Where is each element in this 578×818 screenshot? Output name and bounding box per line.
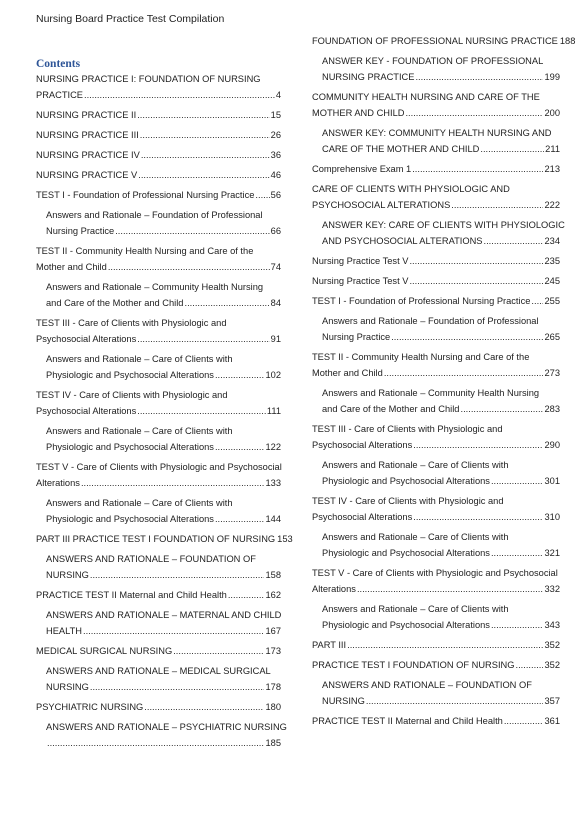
toc-page-number: 213 [544,164,560,174]
contents-heading: Contents [36,58,81,70]
toc-page-number: 273 [544,368,560,378]
toc-entry[interactable] [312,273,560,289]
toc-entry-title: PSYCHIATRIC NURSING [36,702,144,712]
toc-entry[interactable] [36,587,281,603]
toc-entry[interactable] [312,293,560,309]
toc-entry-title: TEST II - Community Health Nursing and Care of the [36,246,254,256]
dot-leader [347,637,543,653]
toc-page-number: 361 [544,716,560,726]
toc-page-number: 211 [545,144,560,154]
toc-entry-title: MOTHER AND CHILD [312,108,405,118]
dot-leader [215,367,265,383]
dot-leader [405,105,543,121]
toc-entry-title: PART III PRACTICE TEST I FOUNDATION OF NURSING [36,534,276,544]
toc-entry-title: Nursing Practice [46,226,115,236]
toc-entry[interactable] [36,495,281,527]
toc-entry-title: Answers and Rationale – Care of Clients with [322,604,509,614]
dot-leader [84,87,275,103]
toc-entry[interactable] [312,457,560,489]
toc-page-number: 158 [265,570,281,580]
toc-entry-title: Physiologic and Psychosocial Alterations [322,620,490,630]
dot-leader [412,161,543,177]
toc-page-number: 332 [544,584,560,594]
toc-entry-title: COMMUNITY HEALTH NURSING AND CARE OF THE [312,92,540,102]
toc-entry[interactable] [312,33,576,49]
toc-entry-title: NURSING [322,696,365,706]
toc-entry-title: AND PSYCHOSOCIAL ALTERATIONS [322,236,483,246]
toc-entry-title: TEST III - Care of Clients with Physiologic and [36,318,227,328]
toc-page-number: 153 [277,534,293,544]
toc-page-number: 162 [265,590,281,600]
dot-leader [409,273,543,289]
toc-entry-title: ANSWERS AND RATIONALE – FOUNDATION OF [46,554,256,564]
toc-entry-title: Alterations [36,478,80,488]
toc-entry[interactable] [36,147,281,163]
toc-page-number: 4 [275,90,281,100]
dot-leader [391,329,543,345]
toc-entry-title: NURSING PRACTICE V [36,170,138,180]
toc-page-number: 265 [544,332,560,342]
toc-entry-title: HEALTH [46,626,82,636]
dot-leader [480,141,544,157]
toc-entry[interactable] [36,719,287,751]
toc-entry-title: Answers and Rationale – Foundation of Professional [46,210,263,220]
dot-leader [531,293,543,309]
toc-entry-title: ANSWERS AND RATIONALE – MEDICAL SURGICAL [46,666,271,676]
dot-leader [90,567,265,583]
toc-entry-title: Answers and Rationale – Care of Clients with [46,498,233,508]
dot-leader [491,473,544,489]
toc-entry-title: Psychosocial Alterations [36,406,137,416]
toc-entry[interactable] [36,459,281,491]
toc-entry-title: Alterations [312,584,356,594]
toc-entry[interactable] [312,89,560,121]
toc-page-number: 343 [544,620,560,630]
toc-entry-title: Answers and Rationale – Community Health Nursing [46,282,264,292]
toc-entry[interactable] [36,643,281,659]
toc-entry[interactable] [36,207,281,239]
toc-entry-title: PRACTICE [36,90,84,100]
toc-entry[interactable] [36,279,281,311]
toc-entry-title: TEST III - Care of Clients with Physiologic and [312,424,503,434]
toc-entry[interactable] [36,127,281,143]
toc-entry-title: TEST I - Foundation of Professional Nursing Practice [36,190,255,200]
toc-page-number: 144 [265,514,281,524]
toc-entry[interactable] [312,125,560,157]
dot-leader [409,253,543,269]
dot-leader [47,735,264,751]
dot-leader [504,713,544,729]
toc-page-number: 178 [265,682,281,692]
toc-page-number: 222 [544,200,560,210]
toc-page-number: 167 [265,626,281,636]
toc-entry-title: PRACTICE TEST II Maternal and Child Health [312,716,503,726]
toc-page-number: 180 [265,702,281,712]
toc-entry-title: ANSWER KEY: CARE OF CLIENTS WITH PHYSIOLOGIC [322,220,565,230]
toc-page-number: 66 [270,226,281,236]
toc-page-number: 26 [270,130,281,140]
toc-entry[interactable] [312,713,560,729]
toc-entry-title: ANSWERS AND RATIONALE – FOUNDATION OF [322,680,532,690]
toc-page-number: 310 [544,512,560,522]
toc-entry-title: Answers and Rationale – Foundation of Professional [322,316,539,326]
toc-page-number: 133 [265,478,281,488]
dot-leader [115,223,269,239]
toc-entry-title: NURSING PRACTICE I: FOUNDATION OF NURSING [36,74,261,84]
toc-entry[interactable] [312,217,565,249]
toc-page-number: 199 [544,72,560,82]
dot-leader [137,331,269,347]
toc-entry-title: TEST V - Care of Clients with Physiologic and Psychosocial [312,568,558,578]
toc-entry-title: ANSWER KEY - FOUNDATION OF PROFESSIONAL [322,56,544,66]
toc-entry[interactable] [312,493,560,525]
toc-page-number: 111 [266,406,281,416]
toc-page-number: 200 [544,108,560,118]
toc-entry-title: PRACTICE TEST I FOUNDATION OF NURSING [312,660,515,670]
toc-entry[interactable] [36,607,281,639]
toc-entry-title: Answers and Rationale – Care of Clients with [322,532,509,542]
toc-entry-title: Answers and Rationale – Care of Clients with [46,426,233,436]
toc-page-number: 255 [544,296,560,306]
toc-page-number: 84 [270,298,281,308]
toc-entry[interactable] [312,53,560,85]
toc-entry-title: PSYCHOSOCIAL ALTERATIONS [312,200,451,210]
toc-page-number: 56 [270,190,281,200]
toc-page-number: 91 [270,334,281,344]
toc-entry-title: Comprehensive Exam 1 [312,164,412,174]
dot-leader [357,581,544,597]
toc-entry-title: NURSING [46,570,89,580]
toc-entry-title: NURSING [46,682,89,692]
toc-page-number: 188 [559,36,576,46]
toc-page-number: 102 [265,370,281,380]
toc-entry-title: Mother and Child [312,368,383,378]
toc-entry[interactable] [312,181,560,213]
toc-entry-title: Mother and Child [36,262,107,272]
toc-left-column [36,71,293,755]
toc-entry[interactable] [312,313,560,345]
toc-entry-title: PRACTICE TEST II Maternal and Child Health [36,590,227,600]
toc-entry-title: CARE OF THE MOTHER AND CHILD [322,144,480,154]
dot-leader [140,127,270,143]
toc-page-number: 173 [265,646,281,656]
toc-entry[interactable] [36,187,281,203]
dot-leader [184,295,269,311]
toc-entry-title: Nursing Practice Test V [312,256,409,266]
toc-entry[interactable] [36,107,281,123]
toc-entry-title: MEDICAL SURGICAL NURSING [36,646,173,656]
toc-page-number: 357 [544,696,560,706]
toc-page-number: 74 [270,262,281,272]
dot-leader [81,475,265,491]
toc-entry-title: Physiologic and Psychosocial Alterations [322,476,490,486]
toc-entry-title: Psychosocial Alterations [312,512,413,522]
toc-entry[interactable] [312,637,560,653]
toc-entry-title: Psychosocial Alterations [312,440,413,450]
toc-entry-title: Physiologic and Psychosocial Alterations [322,548,490,558]
toc-entry[interactable] [312,657,560,673]
toc-entry[interactable] [36,167,281,183]
toc-entry[interactable] [312,349,560,381]
dot-leader [491,545,544,561]
toc-entry[interactable] [36,531,293,547]
toc-entry[interactable] [36,387,281,419]
toc-entry[interactable] [36,71,281,103]
toc-entry-title: Answers and Rationale – Community Health Nursing [322,388,540,398]
dot-leader [141,147,270,163]
toc-entry-title: CARE OF CLIENTS WITH PHYSIOLOGIC AND [312,184,510,194]
dot-leader [415,69,543,85]
toc-entry-title: PART III [312,640,347,650]
toc-page-number: 352 [544,660,560,670]
toc-entry-title: and Care of the Mother and Child [322,404,460,414]
toc-page-number: 46 [270,170,281,180]
toc-entry-title: Answers and Rationale – Care of Clients with [46,354,233,364]
dot-leader [491,617,544,633]
dot-leader [215,439,265,455]
toc-entry[interactable] [36,423,281,455]
dot-leader [137,107,269,123]
toc-entry-title: TEST I - Foundation of Professional Nursing Practice [312,296,531,306]
toc-entry[interactable] [36,351,281,383]
dot-leader [137,403,266,419]
toc-entry[interactable] [312,421,560,453]
dot-leader [515,657,543,673]
toc-entry-title: ANSWER KEY: COMMUNITY HEALTH NURSING AND [322,128,552,138]
toc-entry[interactable] [36,699,281,715]
toc-entry[interactable] [312,601,560,633]
toc-entry-title: ANSWERS AND RATIONALE – PSYCHIATRIC NURSING [46,722,287,732]
toc-page-number: 15 [270,110,281,120]
toc-entry-title: TEST V - Care of Clients with Physiologic and Psychosocial [36,462,282,472]
toc-entry[interactable] [312,161,560,177]
toc-entry-title: NURSING PRACTICE II [36,110,137,120]
dot-leader [255,187,269,203]
toc-page-number: 235 [544,256,560,266]
toc-entry[interactable] [36,663,281,695]
toc-page-number: 122 [265,442,281,452]
dot-leader [413,437,543,453]
toc-entry-title: Physiologic and Psychosocial Alterations [46,514,214,524]
dot-leader [138,167,269,183]
toc-entry-title: Nursing Practice [322,332,391,342]
toc-entry-title: Physiologic and Psychosocial Alterations [46,442,214,452]
toc-entry[interactable] [312,385,560,417]
dot-leader [144,699,264,715]
toc-entry[interactable] [312,677,560,709]
toc-entry-title: ANSWERS AND RATIONALE – MATERNAL AND CHILD [46,610,282,620]
toc-entry[interactable] [312,253,560,269]
toc-entry-title: Nursing Practice Test V [312,276,409,286]
dot-leader [366,693,544,709]
dot-leader [83,623,264,639]
toc-page-number: 234 [544,236,560,246]
toc-right-column [312,33,576,733]
toc-entry[interactable] [312,565,560,597]
toc-page-number: 245 [544,276,560,286]
toc-entry[interactable] [36,551,281,583]
dot-leader [484,233,544,249]
toc-page-number: 352 [544,640,560,650]
dot-leader [108,259,270,275]
dot-leader [384,365,544,381]
dot-leader [413,509,543,525]
toc-entry-title: Physiologic and Psychosocial Alterations [46,370,214,380]
dot-leader [173,643,264,659]
toc-entry-title: Psychosocial Alterations [36,334,137,344]
toc-page-number: 290 [544,440,560,450]
toc-entry-title: FOUNDATION OF PROFESSIONAL NURSING PRACTICE [312,36,558,46]
toc-entry[interactable] [312,529,560,561]
toc-page-number: 36 [270,150,281,160]
page-header: Nursing Board Practice Test Compilation [36,13,225,25]
toc-entry-title: and Care of the Mother and Child [46,298,184,308]
toc-page-number: 283 [544,404,560,414]
dot-leader [90,679,265,695]
toc-entry-title: TEST II - Community Health Nursing and Care of the [312,352,530,362]
toc-page-number: 321 [544,548,560,558]
dot-leader [451,197,543,213]
toc-entry-title: TEST IV - Care of Clients with Physiologic and [36,390,228,400]
toc-entry-title: NURSING PRACTICE III [36,130,139,140]
toc-entry-title: NURSING PRACTICE [322,72,415,82]
toc-entry[interactable] [36,315,281,347]
toc-entry-title: NURSING PRACTICE IV [36,150,140,160]
toc-page-number: 301 [544,476,560,486]
dot-leader [215,511,265,527]
toc-entry[interactable] [36,243,281,275]
toc-entry-title: TEST IV - Care of Clients with Physiologic and [312,496,504,506]
dot-leader [460,401,543,417]
dot-leader [228,587,265,603]
toc-entry-title: Answers and Rationale – Care of Clients with [322,460,509,470]
toc-page-number: 185 [265,738,281,748]
